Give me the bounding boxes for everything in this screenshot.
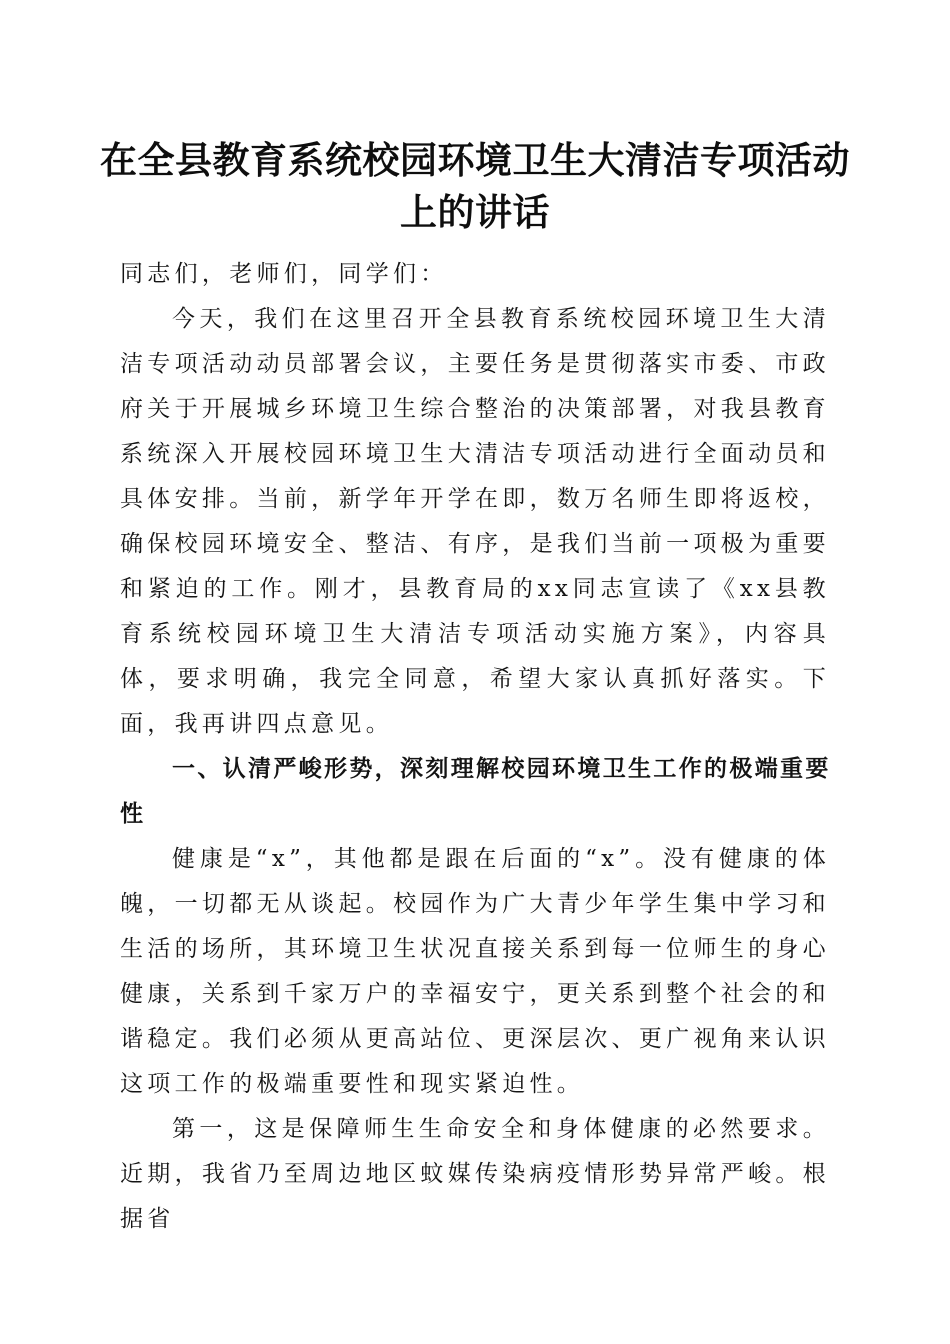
paragraph-first-point: 第一，这是保障师生生命安全和身体健康的必然要求。近期，我省乃至周边地区蚊媒传染病疫情形势异常严峻。根据省 — [120, 1116, 830, 1232]
document-title — [100, 134, 850, 238]
title-line-2: 上的讲话 — [400, 190, 550, 234]
salutation: 同志们，老师们，同学们： — [120, 261, 448, 287]
paragraph-opening: 今天，我们在这里召开全县教育系统校园环境卫生大清洁专项活动动员部署会议，主要任务是贯彻落实市委、市政府关于开展城乡环境卫生综合整治的决策部署，对我县教育系统深入开展校园环境卫生大清洁专项活动进行全面动员和具体安排。当前，新学年开学在即，数万名师生即将返校，确保校园环境安全、整洁、有序，是我们当前一项极为重要和紧迫的工作。刚才，县教育局的xx同志宣读了《xx县教育系统校园环境卫生大清洁专项活动实施方案》，内容具体，要求明确，我完全同意，希望大家认真抓好落实。下面，我再讲四点意见。 — [120, 306, 830, 737]
section-heading-1: 一、认清严峻形势，深刻理解校园环境卫生工作的极端重要性 — [120, 756, 830, 827]
title-line-1: 在全县教育系统校园环境卫生大清洁专项活动 — [100, 138, 850, 182]
document-body — [120, 252, 830, 1242]
paragraph-health: 健康是“x”，其他都是跟在后面的“x”。没有健康的体魄，一切都无从谈起。校园作为广大青少年学生集中学习和生活的场所，其环境卫生状况直接关系到每一位师生的身心健康，关系到千家万户的幸福安宁，更关系到整个社会的和谐稳定。我们必须从更高站位、更深层次、更广视角来认识这项工作的极端重要性和现实紧迫性。 — [120, 846, 830, 1097]
